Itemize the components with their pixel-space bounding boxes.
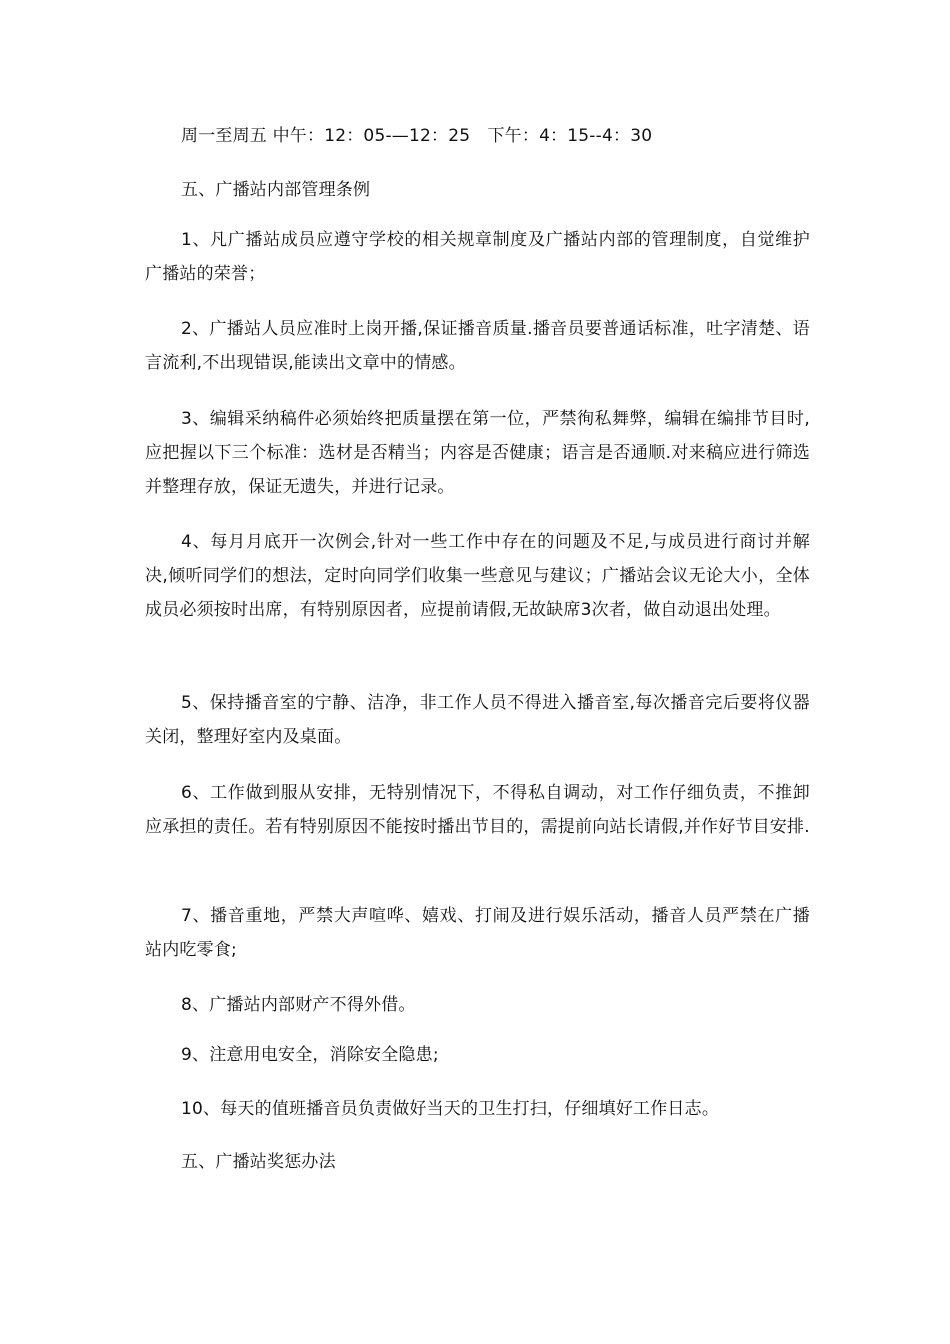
- rule-paragraph-4: 4、每月月底开一次例会,针对一些工作中存在的问题及不足,与成员进行商讨并解决,倾听同学们的想法，定时向同学们收集一些意见与建议；广播站会议无论大小，全体成员必须按时出席，有特别原因者，应提前请假,无故缺席3次者，做自动退出处理。: [145, 532, 810, 620]
- rule-paragraph-7: 7、播音重地，严禁大声喧哗、嬉戏、打闹及进行娱乐活动，播音人员严禁在广播站内吃零食;: [145, 906, 810, 960]
- section-heading-management-rules: 五、广播站内部管理条例: [181, 180, 371, 200]
- rule-paragraph-3: 3、编辑采纳稿件必须始终把质量摆在第一位，严禁徇私舞弊，编辑在编排节目时,应把握以下三个标准：选材是否精当；内容是否健康；语言是否通顺.对来稿应进行筛选并整理存放，保证无遗失，并进行记录。: [145, 409, 810, 497]
- rule-paragraph-10: 10、每天的值班播音员负责做好当天的卫生打扫，仔细填好工作日志。: [181, 1099, 720, 1119]
- rule-paragraph-6: 6、工作做到服从安排，无特别情况下，不得私自调动，对工作仔细负责，不推卸应承担的责任。若有特别原因不能按时播出节目的，需提前向站长请假,并作好节目安排.: [145, 783, 810, 837]
- section-heading-rewards-penalties: 五、广播站奖惩办法: [181, 1152, 336, 1172]
- schedule-line: 周一至周五 中午：12：05-—12：25 下午：4：15--4：30: [181, 126, 653, 146]
- rule-paragraph-9: 9、注意用电安全，消除安全隐患;: [181, 1045, 439, 1065]
- rule-paragraph-2: 2、广播站人员应准时上岗开播,保证播音质量.播音员要普通话标准，吐字清楚、语言流利,不出现错误,能读出文章中的情感。: [145, 319, 810, 373]
- rule-paragraph-8: 8、广播站内部财产不得外借。: [181, 995, 416, 1015]
- rule-paragraph-1: 1、凡广播站成员应遵守学校的相关规章制度及广播站内部的管理制度，自觉维护广播站的荣誉；: [145, 230, 810, 284]
- rule-paragraph-5: 5、保持播音室的宁静、洁净，非工作人员不得进入播音室,每次播音完后要将仪器关闭，整理好室内及桌面。: [145, 693, 810, 747]
